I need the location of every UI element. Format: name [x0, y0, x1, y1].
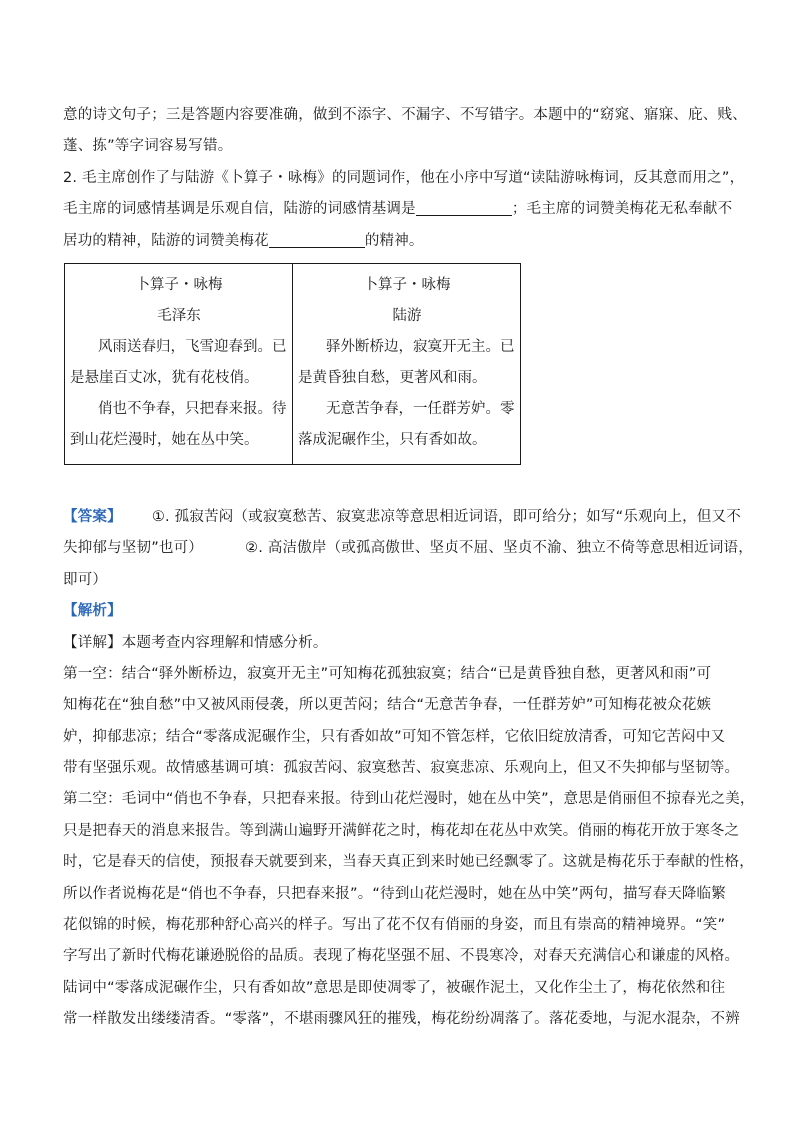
- poem-title: 卜算子・咏梅: [363, 276, 451, 293]
- poem-line: 落成泥碾作尘，只有香如故。: [298, 431, 487, 448]
- analysis-tag: 【解析】: [63, 603, 122, 620]
- poem-line: 是悬崖百丈冰，犹有花枝俏。: [70, 369, 259, 386]
- question-line-2: [63, 194, 733, 225]
- answer-line-1: [63, 502, 741, 533]
- answer-blank-2: [269, 229, 365, 248]
- poem-line: 到山花烂漫时，她在丛中笑。: [70, 431, 259, 448]
- analysis-line: 只是把春天的消息来报告。等到满山遍野开满鲜花之时，梅花却在花丛中欢笑。俏丽的梅花开放于寒冬之: [63, 822, 740, 839]
- question-line-1: 2. 毛主席创作了与陆游《卜算子・咏梅》的同题词作，他在小序中写道“读陆游咏梅词，反其意而用之”，: [63, 169, 745, 186]
- poem-luyou: [293, 263, 521, 464]
- question-line-3: [63, 226, 733, 257]
- poem-line: 俏也不争春，只把春来报。待: [98, 400, 287, 417]
- analysis-line: 常一样散发出缕缕清香。“零落”，不堪雨骤风狂的摧残，梅花纷纷凋落了。落花委地，与泥水混杂，不辨: [63, 1011, 740, 1028]
- analysis-line: 陆词中“零落成泥碾作尘，只有香如故”意思是即使凋零了，被碾作泥土，又化作尘土了，梅花依然和往: [63, 979, 726, 996]
- analysis-line: 时，它是春天的信使，预报春天就要到来，当春天真正到来时她已经飘零了。这就是梅花乐于奉献的性格，: [63, 854, 754, 871]
- analysis-line: 第二空：毛词中“俏也不争春，只把春来报。待到山花烂漫时，她在丛中笑”，意思是俏丽但不掠春光之美，: [63, 791, 755, 808]
- poem-line: 驿外断桥边，寂寞开无主。已: [326, 338, 515, 355]
- poem-mao: [65, 263, 293, 464]
- answer-2-text: ②. 高洁傲岸（或孤高傲世、坚贞不屈、坚贞不渝、独立不倚等意思相近词语，: [245, 540, 753, 557]
- document-page: [63, 100, 755, 1036]
- question-line-3-after: 的精神。: [364, 232, 424, 249]
- analysis-line: 字写出了新时代梅花谦逊脱俗的品质。表现了梅花坚强不屈、不畏寒冷，对春天充满信心和谦虚的风格。: [63, 948, 740, 965]
- poem-comparison-table: [64, 263, 521, 465]
- poem-line: 风雨送春归，飞雪迎春到。已: [98, 338, 287, 355]
- analysis-line: 所以作者说梅花是“俏也不争春，只把春来报”。“待到山花烂漫时，她在丛中笑”两句，描写春天降临繁: [63, 885, 726, 902]
- analysis-line: 第一空：结合“驿外断桥边，寂寞开无主”可知梅花孤独寂寞；结合“已是黄昏独自愁，更著风和雨”可: [63, 665, 712, 682]
- analysis-tag-line: [63, 596, 733, 627]
- intro-line-2: 蓬、拣”等字词容易写错。: [63, 138, 233, 155]
- analysis-line: 花似锦的时候，梅花那种舒心高兴的样子。写出了花不仅有俏丽的身姿，而且有崇高的精神境界。“笑”: [63, 917, 726, 934]
- answer-1-cont: 失抑郁与坚韧”也可）: [63, 540, 204, 557]
- analysis-line: 妒，抑郁悲凉；结合“零落成泥碾作尘，只有香如故”可知不管怎样，它依旧绽放清香，可知它苦闷中又: [63, 728, 726, 745]
- analysis-line: 带有坚强乐观。故情感基调可填：孤寂苦闷、寂寞愁苦、寂寞悲凉、乐观向上，但又不失抑郁与坚韧等。: [63, 760, 740, 777]
- poem-title: 卜算子・咏梅: [135, 276, 223, 293]
- poem-author: 毛泽东: [157, 307, 201, 324]
- answer-1-text: ①. 孤寂苦闷（或寂寞愁苦、寂寞悲凉等意思相近词语，即可给分；如写“乐观向上，但又不: [151, 508, 741, 525]
- poem-line: 是黄昏独自愁，更著风和雨。: [298, 369, 487, 386]
- answer-blank-1: [416, 197, 512, 216]
- answer-section: [63, 502, 753, 596]
- answer-line-2: [63, 533, 753, 564]
- poem-author: 陆游: [392, 307, 422, 324]
- question-line-3-before: 居功的精神，陆游的词赞美梅花: [63, 232, 269, 249]
- answer-line-3: 即可）: [63, 571, 108, 588]
- question-line-2-after: ；毛主席的词赞美梅花无私奉献不: [511, 201, 733, 218]
- poem-line: 无意苦争春，一任群芳妒。零: [326, 400, 515, 417]
- analysis-line: 知梅花在“独自愁”中又被风雨侵袭，所以更苦闷；结合“无意苦争春，一任群芳妒”可知梅花被众花嫉: [63, 697, 712, 714]
- question-line-2-before: 毛主席的词感情基调是乐观自信，陆游的词感情基调是: [63, 201, 416, 218]
- detail-line: 【详解】本题考查内容理解和情感分析。: [63, 634, 328, 651]
- intro-line-1: 意的诗文句子；三是答题内容要准确，做到不添字、不漏字、不写错字。本题中的“窈窕、寤寐、庇、贱、: [63, 107, 747, 123]
- answer-tag: 【答案】: [63, 508, 122, 525]
